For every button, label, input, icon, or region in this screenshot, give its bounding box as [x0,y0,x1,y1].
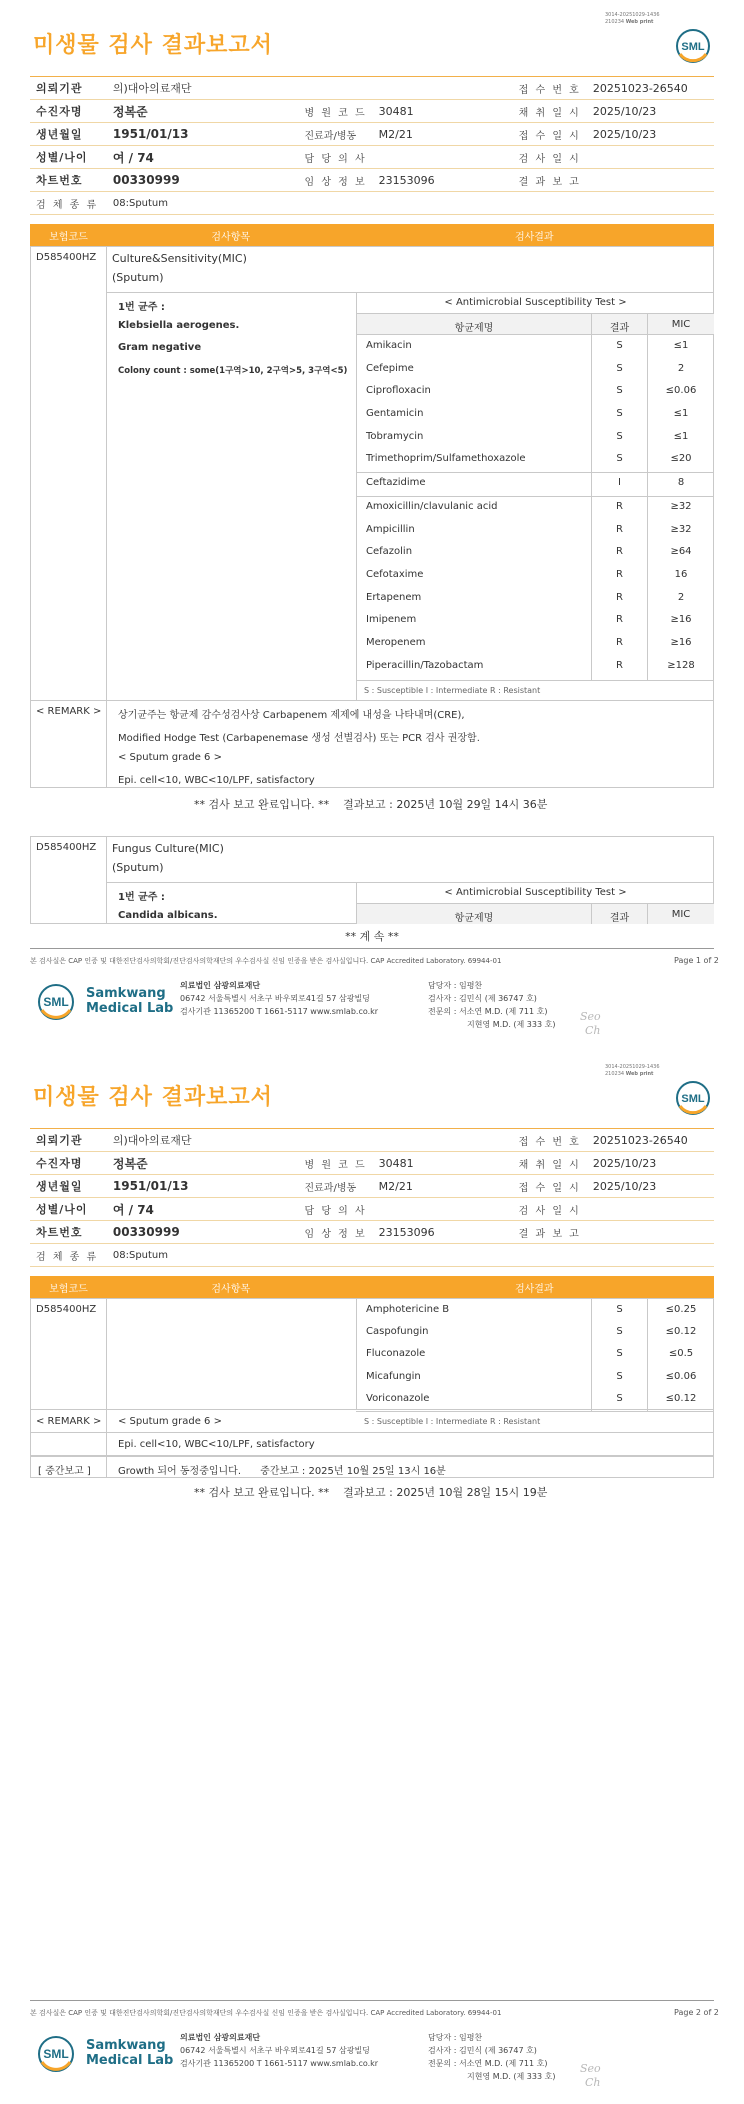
specimen-value: 08:Sputum [107,192,714,215]
test2-organism: Candida albicans. [118,910,218,921]
signature-2: Ch [585,2076,601,2089]
page-number: Page 1 of 2 [674,956,719,965]
result-report-value [587,169,714,192]
report-title-2: 미생물 검사 결과보고서 [33,1085,273,1110]
birth-label: 생년월일 [30,1175,107,1198]
dept-label: 진료과/병동 [298,123,372,146]
ast-mic: ≤0.25 [665,1304,697,1315]
hospital-code-value: 30481 [373,100,513,123]
ast-drug-name: Ceftazidime [366,477,426,488]
lab-contact: 검사기관 11365200 T 1661-5117 www.smlab.co.kr [180,1007,379,1016]
doctor-label: 담 당 의 사 [298,1198,372,1221]
ast-mic: ≤20 [670,453,692,464]
svg-text:SML: SML [43,2047,69,2061]
ast-result: S [616,363,623,374]
test2-col-mic: MIC [671,909,691,920]
ast-result: R [616,524,623,535]
test1-gram: Gram negative [118,342,202,353]
test1-code: D585400HZ [36,252,97,263]
sml-logo-icon [674,1080,712,1116]
test1-remark-4: Epi. cell<10, WBC<10/LPF, satisfactory [118,775,315,786]
test2-strain-label: 1번 균주 : [118,892,165,903]
receipt-no-label: 접 수 번 호 [513,77,587,100]
ast-mic: ≥16 [670,614,692,625]
receive-date-label: 접 수 일 시 [513,123,587,146]
ast-result: R [616,501,623,512]
ast-result: S [616,1371,623,1382]
ast-mic: ≤1 [673,408,689,419]
report-title: 미생물 검사 결과보고서 [33,33,273,58]
chart-no-value: 00330999 [107,169,299,192]
svg-text:SML: SML [681,1093,705,1105]
ast-mic: 16 [674,569,688,580]
test2-col-drug: 항균제명 [454,913,494,924]
cert-note: 본 검사실은 CAP 인증 및 대한진단검사의학회/진단검사의학재단의 우수검사실 신임 인증을 받은 검사실입니다. CAP Accredited Laboratory. 69944-01 [30,957,502,965]
signature-1: Seo [580,1010,601,1023]
ast-drug-name: Caspofungin [366,1326,429,1337]
ast-drug-name: Imipenem [366,614,417,625]
test1-complete: ** 검사 보고 완료입니다. ** 결과보고 : 2025년 10월 29일 14시 36분 [194,798,548,811]
hospital-code-label: 병 원 코 드 [298,1152,372,1175]
dept-value: M2/21 [373,123,513,146]
ast-drug-name: Cefepime [366,363,414,374]
doctor-value [373,1198,513,1221]
ast-result: S [616,1348,623,1359]
chart-no-label: 차트번호 [30,1221,107,1244]
hospital-code-value: 30481 [373,1152,513,1175]
samkwang-logo-icon [36,982,76,1022]
ast-result: S [616,431,623,442]
staff-manager: 담당자 : 임평찬 [428,2033,483,2042]
ast-result: S [616,408,623,419]
ast-result: S [616,385,623,396]
patient-name-value: 정복준 [107,100,299,123]
receipt-no-label: 접 수 번 호 [513,1129,587,1152]
doctor-value [373,146,513,169]
birth-value: 1951/01/13 [107,1175,299,1198]
ast-mic: 2 [677,592,685,603]
ast-mic: ≤0.12 [665,1393,697,1404]
result-header: 검사결과 [355,1277,713,1299]
test-date-label: 검 사 일 시 [513,1198,587,1221]
result-header: 검사결과 [355,225,713,247]
svg-text:SML: SML [681,41,705,53]
birth-value: 1951/01/13 [107,123,299,146]
ast-mic: ≤0.06 [665,1371,697,1382]
test-date-value [587,146,714,169]
collect-date-label: 채 취 일 시 [513,100,587,123]
clinical-label: 임 상 정 보 [298,1221,372,1244]
code-header: 보험코드 [31,1277,107,1299]
ast-mic: 2 [677,363,685,374]
chart-no-value: 00330999 [107,1221,299,1244]
ast-result: I [618,477,621,488]
sex-age-value: 여 / 74 [107,146,299,169]
ast-drug-name: Gentamicin [366,408,424,419]
collect-date-value: 2025/10/23 [587,100,714,123]
test2-ast-title: < Antimicrobial Susceptibility Test > [444,887,627,898]
ast-drug-name: Ampicillin [366,524,415,535]
lab-name: Samkwang Medical Lab [86,986,174,1016]
ast-result: R [616,592,623,603]
sex-age-label: 성별/나이 [30,1198,107,1221]
dept-value: M2/21 [373,1175,513,1198]
test2-complete: ** 검사 보고 완료입니다. ** 결과보고 : 2025년 10월 28일 15시 19분 [194,1486,548,1499]
staff-manager: 담당자 : 임평찬 [428,981,483,990]
receive-date-value: 2025/10/23 [587,1175,714,1198]
ast-mic: ≤0.06 [665,385,697,396]
svg-text:SML: SML [43,995,69,1009]
hospital-code-label: 병 원 코 드 [298,100,372,123]
test-date-value [587,1198,714,1221]
test1-col-drug: 항균제명 [454,323,494,334]
test1-colony: Colony count : some(1구역>10, 2구역>5, 3구역<5) [118,366,348,376]
specimen-label: 검 체 종 류 [30,1244,107,1267]
lab-org: 의료법인 삼광의료재단 [180,2033,261,2042]
ast-drug-name: Tobramycin [366,431,424,442]
patient-info-table [30,76,714,215]
staff-specialist-2: 지현영 M.D. (제 333 호) [467,2072,556,2081]
test2-remark-1: < Sputum grade 6 > [118,1416,222,1427]
patient-info-table-2 [30,1128,714,1267]
ast-result: S [616,1393,623,1404]
ast-mic: ≤1 [673,431,689,442]
print-stamp: 3014-20251029-1436 210234 Web print [605,12,660,25]
sex-age-value: 여 / 74 [107,1198,299,1221]
staff-tester: 검사자 : 김민식 (제 36747 호) [428,2046,537,2055]
ast-mic: 8 [677,477,685,488]
test2-code: D585400HZ [36,842,97,853]
test1-name: Culture&Sensitivity(MIC) [112,252,247,265]
clinical-label: 임 상 정 보 [298,169,372,192]
ast-mic: ≥32 [670,524,692,535]
doctor-label: 담 당 의 사 [298,146,372,169]
ast-mic: ≥64 [670,546,692,557]
ast-drug-name: Piperacillin/Tazobactam [366,660,484,671]
ast-drug-name: Trimethoprim/Sulfamethoxazole [366,453,526,464]
ast-result: R [616,660,623,671]
patient-name-value: 정복준 [107,1152,299,1175]
specimen-value: 08:Sputum [107,1244,714,1267]
ast-mic: ≤1 [673,340,689,351]
test2-ast-legend: S : Susceptible I : Intermediate R : Resistant [364,1417,541,1426]
test1-specimen: (Sputum) [112,271,164,284]
ast-mic: ≤0.5 [668,1348,694,1359]
ast-drug-name: Cefazolin [366,546,413,557]
sml-logo-icon [674,28,712,64]
test1-remark-label: < REMARK > [36,706,102,717]
test2-remark-2: Epi. cell<10, WBC<10/LPF, satisfactory [118,1439,315,1450]
ast-result: R [616,569,623,580]
test1-ast-title: < Antimicrobial Susceptibility Test > [444,297,627,308]
print-stamp-2: 3014-20251029-1436 210234 Web print [605,1064,660,1077]
dept-label: 진료과/병동 [298,1175,372,1198]
ast-mic: ≥128 [667,660,695,671]
clinical-value: 23153096 [373,1221,513,1244]
ast-result: S [616,340,623,351]
signature-2: Ch [585,1024,601,1037]
interim-label: [ 중간보고 ] [38,1466,91,1477]
staff-specialist-2: 지현영 M.D. (제 333 호) [467,1020,556,1029]
specimen-label: 검 체 종 류 [30,192,107,215]
test1-col-result: 결과 [609,323,630,334]
ast-drug-name: Cefotaxime [366,569,424,580]
signature-1: Seo [580,2062,601,2075]
ast-drug-name: Amphotericine B [366,1304,450,1315]
result-report-label: 결 과 보 고 [513,169,587,192]
receive-date-label: 접 수 일 시 [513,1175,587,1198]
collect-date-label: 채 취 일 시 [513,1152,587,1175]
lab-contact: 검사기관 11365200 T 1661-5117 www.smlab.co.kr [180,2059,379,2068]
patient-name-label: 수진자명 [30,100,107,123]
ast-drug-name: Micafungin [366,1371,421,1382]
collect-date-value: 2025/10/23 [587,1152,714,1175]
receipt-no-value: 20251023-26540 [587,1129,714,1152]
interim-text: Growth 되어 동정중입니다. 중간보고 : 2025년 10월 25일 13시 16분 [118,1466,446,1477]
ast-drug-name: Voriconazole [366,1393,430,1404]
receipt-no-value: 20251023-26540 [587,77,714,100]
samkwang-logo-icon [36,2034,76,2074]
ast-result: R [616,546,623,557]
ast-result: R [616,614,623,625]
lab-name: Samkwang Medical Lab [86,2038,174,2068]
test2-specimen: (Sputum) [112,861,164,874]
receive-date-value: 2025/10/23 [587,123,714,146]
staff-tester: 검사자 : 김민식 (제 36747 호) [428,994,537,1003]
ast-drug-name: Ciprofloxacin [366,385,431,396]
ast-result: R [616,637,623,648]
report-page-2 [0,1052,744,2104]
clinical-value: 23153096 [373,169,513,192]
ast-result: S [616,453,623,464]
ast-mic: ≤0.12 [665,1326,697,1337]
institution-value: 의)대아의료재단 [107,1129,513,1152]
lab-org: 의료법인 삼광의료재단 [180,981,261,990]
ast-result: S [616,1326,623,1337]
test1-remark-3: < Sputum grade 6 > [118,752,222,763]
test1-ast-legend: S : Susceptible I : Intermediate R : Resistant [364,686,541,695]
ast-result: S [616,1304,623,1315]
institution-value: 의)대아의료재단 [107,77,513,100]
institution-label: 의뢰기관 [30,1129,107,1152]
test1-remark-2: Modified Hodge Test (Carbapenemase 생성 선별검사) 또는 PCR 검사 권장함. [118,733,480,744]
test2-name: Fungus Culture(MIC) [112,842,224,855]
ast-drug-name: Amikacin [366,340,412,351]
ast-mic: ≥32 [670,501,692,512]
test2-cont-code: D585400HZ [36,1304,97,1315]
item-header: 검사항목 [106,225,355,247]
continued-marker: ** 계 속 ** [345,930,399,943]
ast-drug-name: Meropenem [366,637,426,648]
staff-specialist-1: 전문의 : 서소연 M.D. (제 711 호) [428,1007,548,1016]
test1-col-mic: MIC [671,319,691,330]
test2-remark-label: < REMARK > [36,1416,102,1427]
test1-remark-1: 상기균주는 항균제 감수성검사상 Carbapenem 제제에 내성을 나타내며(CRE), [118,710,465,721]
code-header: 보험코드 [31,225,107,247]
test1-organism: Klebsiella aerogenes. [118,320,240,331]
test-date-label: 검 사 일 시 [513,146,587,169]
lab-address: 06742 서울특별시 서초구 바우뫼로41길 57 삼광빌딩 [180,994,370,1003]
result-report-label: 결 과 보 고 [513,1221,587,1244]
ast-drug-name: Ertapenem [366,592,422,603]
test2-col-result: 결과 [609,913,630,924]
ast-drug-name: Amoxicillin/clavulanic acid [366,501,498,512]
test1-strain-label: 1번 균주 : [118,302,165,313]
staff-specialist-1: 전문의 : 서소연 M.D. (제 711 호) [428,2059,548,2068]
page-number: Page 2 of 2 [674,2008,719,2017]
birth-label: 생년월일 [30,123,107,146]
lab-address: 06742 서울특별시 서초구 바우뫼로41길 57 삼광빌딩 [180,2046,370,2055]
item-header: 검사항목 [106,1277,355,1299]
result-table-header [30,224,714,247]
ast-mic: ≥16 [670,637,692,648]
result-table-header-2 [30,1276,714,1299]
patient-name-label: 수진자명 [30,1152,107,1175]
ast-drug-name: Fluconazole [366,1348,426,1359]
institution-label: 의뢰기관 [30,77,107,100]
sex-age-label: 성별/나이 [30,146,107,169]
result-report-value [587,1221,714,1244]
chart-no-label: 차트번호 [30,169,107,192]
cert-note: 본 검사실은 CAP 인증 및 대한진단검사의학회/진단검사의학재단의 우수검사실 신임 인증을 받은 검사실입니다. CAP Accredited Laboratory. 69944-01 [30,2009,502,2017]
